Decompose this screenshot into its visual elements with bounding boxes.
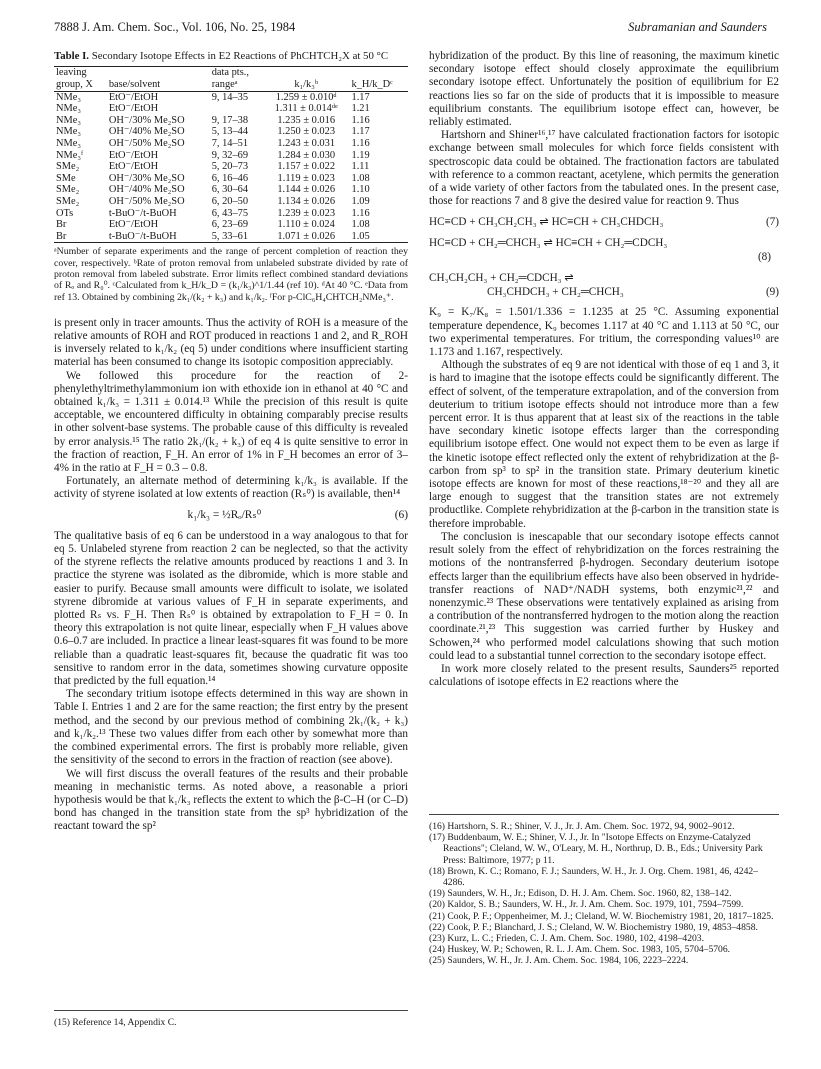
table-cell: t-BuO⁻/t-BuOH	[107, 231, 210, 243]
col-leaving-1: leaving	[54, 67, 107, 79]
reference-item: (20) Kaldor, S. B.; Saunders, W. H., Jr. J. Am. Chem. Soc. 1979, 101, 7594–7599.	[429, 899, 744, 911]
table-cell: SMe	[56, 172, 76, 184]
table-cell: OH⁻/30% Me₂SO	[108, 172, 185, 184]
table-row	[54, 126, 408, 138]
table-cell: 9, 17–38	[211, 114, 249, 126]
reaction-text: CH₃CH₂CH₃ + CH₂═CDCH₃ ⇌	[429, 272, 574, 285]
col-leaving-2: group, X	[54, 79, 107, 91]
reaction-number: (9)	[765, 286, 779, 299]
paragraph: Hartshorn and Shiner¹⁶,¹⁷ have calculated fractionation factors for isotopic exchange between small molecules for which force fields consistent with spectroscopic data could be obtained. The fractionation factors are tabulated with reference to a common reactant, acetylene, which permits the generation of a wide variety of other factors from the tabulated ones. In the present case, those for reactions 7 and 8 give the desired value for reaction 9. Thus	[429, 129, 779, 208]
table-cell: 1.08	[351, 219, 370, 231]
table-caption	[54, 50, 408, 62]
paragraph: The qualitative basis of eq 6 can be understood in a way analogous to that for eq 5. Unlabeled styrene from reaction 2 can be neglected, so that the activity of the styrene reflects the relative amounts produced by reactions 1 and 3. In practice the styrene was isolated as the dibromide, which is more stable and easier to purify. Because small amounts were difficult to isolate, we isolated styrene dibromide at various values of F_H in separate experiments, and plotted Rₛ vs. F_H. Then Rₛ⁰ is obtained by extrapolation to F_H = 0. In theory this extrapolation is not quite linear, especially when F_H values above 0.6–0.7 are included. In practice a linear least-squares fit was found to be more reliable than a quadratic least-squares fit, because the quadratic fit was too sensitive to random error in the data, sometimes showing curvature opposite that predicted by the full equation.¹⁴	[54, 529, 408, 688]
table-cell: 5, 33–61	[210, 231, 263, 243]
table-cell: 1.08	[351, 172, 370, 184]
reference-list	[429, 814, 779, 967]
col-data-1: data pts.,	[210, 67, 263, 79]
table-cell: 6, 20–50	[211, 195, 249, 207]
equation-number: (6)	[394, 508, 408, 521]
table-cell	[210, 103, 263, 115]
table-cell: 1.19	[351, 149, 370, 161]
paragraph: The secondary tritium isotope effects determined in this way are shown in Table I. Entries 1 and 2 are for the same reaction; the first entry by the present method, and the second by our previous method of combining 2k₁/(k₂ + k₃) and k₁/k₂.¹³ These two values differ from each other by somewhat more than the combined experimental errors. The first is probably more reliable, given the sensitivity of the second to errors in the fraction of reaction (see above).	[54, 688, 408, 767]
table-cell: 9, 14–35	[211, 91, 249, 103]
reference-item: (17) Buddenbaum, W. E.; Shiner, V. J., Jr. In "Isotope Effects on Enzyme-Catalyzed Reactions"; Cleland, W. W., O'Leary, M. H., Northrup, D. B., Eds.; University Park Press: Baltimore, 1977; p 11.	[429, 832, 763, 866]
table-cell: 1.250 ± 0.023	[277, 126, 336, 138]
paragraph: We will first discuss the overall features of the results and their probable meaning in mechanistic terms. As noted above, a reasonable a priori hypothesis would be that k₁/k₃ reflects the extent to which the β-C–H (or C–D) bond has changed in the transition state from the sp³ hybridization of the reactant toward the sp²	[54, 767, 408, 833]
reference-item: (16) Hartshorn, S. R.; Shiner, V. J., Jr. J. Am. Chem. Soc. 1972, 94, 9002–9012.	[429, 821, 735, 832]
table-cell: NMe₃	[56, 126, 81, 138]
table-cell: 6, 30–64	[211, 184, 249, 196]
table-cell: 9, 32–69	[211, 149, 249, 161]
reference-item: (15) Reference 14, Appendix C.	[54, 1017, 177, 1028]
table-cell: 7, 14–51	[211, 137, 249, 149]
table-cell: OH⁻/50% Me₂SO	[108, 137, 185, 149]
col-data-2: rangeᵃ	[210, 79, 263, 91]
equation-text: k₁/k₃ = ½Rₒ/Rₛ⁰	[187, 508, 262, 521]
table-cell: 1.157 ± 0.022	[277, 161, 336, 173]
table-cell: NMe₃	[56, 91, 81, 103]
table-cell: EtO⁻/EtOH	[108, 103, 159, 115]
col-kh-kd: k_H/k_Dᶜ	[350, 79, 409, 91]
paragraph: In work more closely related to the present results, Saunders²⁵ reported calculations of isotope effects in E2 reactions where the	[429, 662, 779, 689]
table-row	[54, 161, 408, 173]
table-cell: 1.284 ± 0.030	[277, 149, 336, 161]
journal-citation: 7888 J. Am. Chem. Soc., Vol. 106, No. 25, 1984	[54, 20, 296, 34]
table-cell: 1.16	[351, 114, 370, 126]
table-row	[54, 150, 408, 162]
reaction-text: HC≡CD + CH₃CH₂CH₃ ⇌ HC≡CH + CH₃CHDCH₃	[429, 216, 664, 229]
table-cell: 1.16	[351, 137, 370, 149]
table-footnote: ᵃNumber of separate experiments and the range of percent completion of reaction they cover, respectively. ᵇRate of proton removal from unlabeled substrate divided by rate of proton removal from labeled substrate. Error limits reflect combined standard deviations of Rₒ and R₀⁰. ᶜCalculated from k_H/k_D = (k₁/k₃)^1/1.44 (ref 10). ᵈAt 40 °C. ᵉData from ref 13. Obtained by combining 2k₁/(k₂ + k₃) and k₁/k₂. ᶠFor p-ClC₆H₄CHTCH₂NMe₃⁺.	[54, 246, 408, 303]
table-row	[54, 103, 408, 115]
table-cell: 6, 43–75	[211, 207, 249, 219]
table-cell: 1.239 ± 0.023	[277, 207, 336, 219]
table-cell: 1.17	[351, 91, 370, 103]
table-row	[54, 219, 408, 231]
table-cell: OH⁻/30% Me₂SO	[108, 114, 185, 126]
reaction-number: (7)	[765, 216, 779, 229]
table-cell: 6, 16–46	[211, 172, 249, 184]
table-cell: OTs	[56, 207, 74, 219]
table-cell: SMe₂	[56, 161, 80, 173]
reaction-8	[429, 236, 779, 264]
reference-item: (23) Kurz, L. C.; Frieden, C. J. Am. Chem. Soc. 1980, 102, 4198–4203.	[429, 933, 705, 945]
table-cell: t-BuO⁻/t-BuOH	[108, 207, 177, 219]
reaction-text: HC≡CD + CH₂═CHCH₃ ⇌ HC≡CH + CH₂═CDCH₃	[429, 237, 668, 250]
table-label: Table I.	[54, 50, 90, 62]
reference-item: (25) Saunders, W. H., Jr. J. Am. Chem. Soc. 1984, 106, 2223–2224.	[429, 955, 689, 967]
table-cell: 5, 13–44	[211, 126, 249, 138]
paragraph: hybridization of the product. By this line of reasoning, the maximum kinetic secondary isotope effect should closely approximate the equilibrium secondary isotope effect. Unfortunately the position of equilibrium for E2 reactions lies so far on the side of products that it is impossible to measure equilibrium constants. The equilibrium isotope effect can, however, be reliably estimated.	[429, 50, 779, 129]
table-title: Secondary Isotope Effects in E2 Reactions of PhCHTCH₂X at 50 °C	[91, 50, 389, 62]
table-cell: 1.09	[351, 195, 370, 207]
reaction-text-continued: CH₃CHDCH₃ + CH₂═CHCH₃	[487, 286, 624, 299]
paragraph: K₉ = K₇/K₈ = 1.501/1.336 = 1.1235 at 25 °C. Assuming exponential temperature dependence, K₉ becomes 1.117 at 40 °C and 1.113 at 50 °C, our two experimental temperatures. For tritium, the corresponding values¹⁰ are 1.173 and 1.167, respectively.	[429, 306, 779, 359]
table-cell: 6, 23–69	[211, 219, 249, 231]
paragraph: Fortunately, an alternate method of determining k₁/k₃ is available. If the activity of styrene isolated at low extents of reaction (Rₛ⁰) is available, then¹⁴	[54, 475, 408, 501]
table-cell: EtO⁻/EtOH	[108, 161, 159, 173]
table-cell: SMe₂	[56, 195, 80, 207]
table-cell: 1.05	[350, 231, 409, 243]
table-cell: 1.259 ± 0.010ᵈ	[275, 91, 337, 103]
table-row	[54, 115, 408, 127]
reference-item: (19) Saunders, W. H., Jr.; Edison, D. H. J. Am. Chem. Soc. 1960, 82, 138–142.	[429, 888, 732, 900]
reference-item: (21) Cook, P. F.; Oppenheimer, M. J.; Cleland, W. W. Biochemistry 1981, 20, 1817–1825.	[429, 910, 774, 922]
table-cell: 1.11	[351, 161, 370, 173]
table-cell: 1.17	[351, 126, 370, 138]
table-row	[54, 173, 408, 185]
equation-6	[54, 509, 408, 522]
table-row	[54, 196, 408, 208]
table-cell: OH⁻/40% Me₂SO	[108, 126, 185, 138]
table-cell: NMe₃ᶠ	[56, 149, 84, 161]
reaction-number: (8)	[757, 251, 771, 264]
table-cell: NMe₃	[56, 114, 81, 126]
table-row	[54, 91, 408, 103]
table-cell: EtO⁻/EtOH	[108, 149, 159, 161]
table-row	[54, 208, 408, 220]
reaction-9	[429, 271, 779, 299]
table-cell: 1.119 ± 0.023	[277, 172, 335, 184]
table-cell: 1.16	[351, 207, 370, 219]
paragraph: The conclusion is inescapable that our secondary isotope effects cannot result solely from the effect of rehybridization on the forces restraining the motions of the nontransferred β-hydrogen. Secondary deuterium isotope effects larger than the equilibrium effects have also been observed in hydride-transfer reactions of NAD⁺/NADH systems, both enzymic²¹,²² and nonenzymic.²³ These observations were tentatively explained as arising from a contribution of the nontransferred hydrogen to the motion along the reaction coordinate.²¹,²³ This suggestion was carried further by Huskey and Schowen,²⁴ who performed model calculations showing that such motion could lead to a substantial tunnel correction to the secondary isotope effect.	[429, 530, 779, 662]
table-cell: SMe₂	[56, 184, 80, 196]
paragraph: Although the substrates of eq 9 are not identical with those of eq 1 and 3, it is hard to imagine that the isotope effects could be significantly different. The effect of solvent, of the temperature extrapolation, and of the conversion from deuterium to tritium isotope effects should not introduce more than a few percent error. It is thus apparent that at least six of the reactions in the table have secondary kinetic isotope effects larger than the corresponding equilibrium isotope effect. One would not expect them to be even as large if the kinetic isotope effect reflected only the extent of rehybridization at the β-carbon from sp³ to sp² in the transition state. Primary deuterium kinetic isotope effects are known for most of these reactions,¹⁸⁻²⁰ and they all are large enough to suggest that the transition states are not extremely productlike. Complete rehybridization at the β-carbon in the transition state is therefore improbable.	[429, 359, 779, 530]
table-cell: 1.110 ± 0.024	[277, 219, 335, 231]
table-cell: OH⁻/40% Me₂SO	[108, 184, 185, 196]
paragraph: is present only in tracer amounts. Thus the activity of ROH is a measure of the relative amounts of ROH and ROT produced in reactions 1 and 2, and R_ROH is inversely related to k₁/k₂ (eq 5) under conditions where insufficient starting material has been consumed to change its isotopic composition appreciably.	[54, 316, 408, 369]
table-cell: OH⁻/50% Me₂SO	[108, 195, 185, 207]
col-base: base/solvent	[107, 79, 210, 91]
table-cell: EtO⁻/EtOH	[108, 219, 159, 231]
table-cell: EtO⁻/EtOH	[108, 91, 159, 103]
table-cell: 1.311 ± 0.014ᵈᵉ	[274, 103, 338, 115]
table-cell: Br	[54, 231, 107, 243]
table-cell: 1.134 ± 0.026	[277, 195, 336, 207]
table-cell: NMe₃	[56, 137, 81, 149]
isotope-effects-table	[54, 66, 408, 243]
left-column	[54, 50, 408, 834]
authors-header: Subramanian and Saunders	[628, 20, 767, 34]
table-row	[54, 184, 408, 196]
reference-item: (22) Cook, P. F.; Blanchard, J. S.; Cleland, W. W. Biochemistry 1980, 19, 4853–4858.	[429, 921, 758, 933]
table-cell: 1.235 ± 0.016	[277, 114, 336, 126]
paragraph: We followed this procedure for the reaction of 2-phenylethyltrimethylammonium ion with ethoxide ion in ethanol at 40 °C and obtained k₁/k₃ = 1.311 ± 0.014.¹³ While the precision of this result is quite acceptable, we encountered difficulty in obtaining comparably precise results in other solvent-base systems. The probable cause of this difficulty is revealed by error analysis.¹⁵ The ratio 2k₁/(k₂ + k₃) of eq 4 is quite sensitive to error in the fraction of reaction, F_H. An error of 1% in F_H becomes an error of 3–4% in the ratio at F_H = 0.3 – 0.8.	[54, 369, 408, 475]
running-header	[54, 20, 767, 38]
table-cell: NMe₃	[56, 103, 81, 115]
table-cell: 1.21	[351, 103, 370, 115]
reference-item: (24) Huskey, W. P.; Schowen, R. L. J. Am. Chem. Soc. 1983, 105, 5704–5706.	[429, 944, 731, 956]
table-cell: Br	[56, 219, 67, 231]
reaction-7	[429, 215, 779, 229]
col-k-ratio: k₁/k₃ᵇ	[263, 79, 350, 91]
reference-item: (18) Brown, K. C.; Romano, F. J.; Saunders, W. H., Jr. J. Org. Chem. 1981, 46, 4242–4286.	[429, 865, 758, 889]
table-cell: 1.10	[351, 184, 370, 196]
right-column	[429, 50, 779, 689]
table-row	[54, 231, 408, 243]
table-cell: 5, 20–73	[211, 161, 249, 173]
table-cell: 1.144 ± 0.026	[277, 184, 336, 196]
table-cell: 1.071 ± 0.026	[263, 231, 350, 243]
table-cell: 1.243 ± 0.031	[277, 137, 336, 149]
footnote-ref-15	[54, 1010, 408, 1028]
table-row	[54, 138, 408, 150]
